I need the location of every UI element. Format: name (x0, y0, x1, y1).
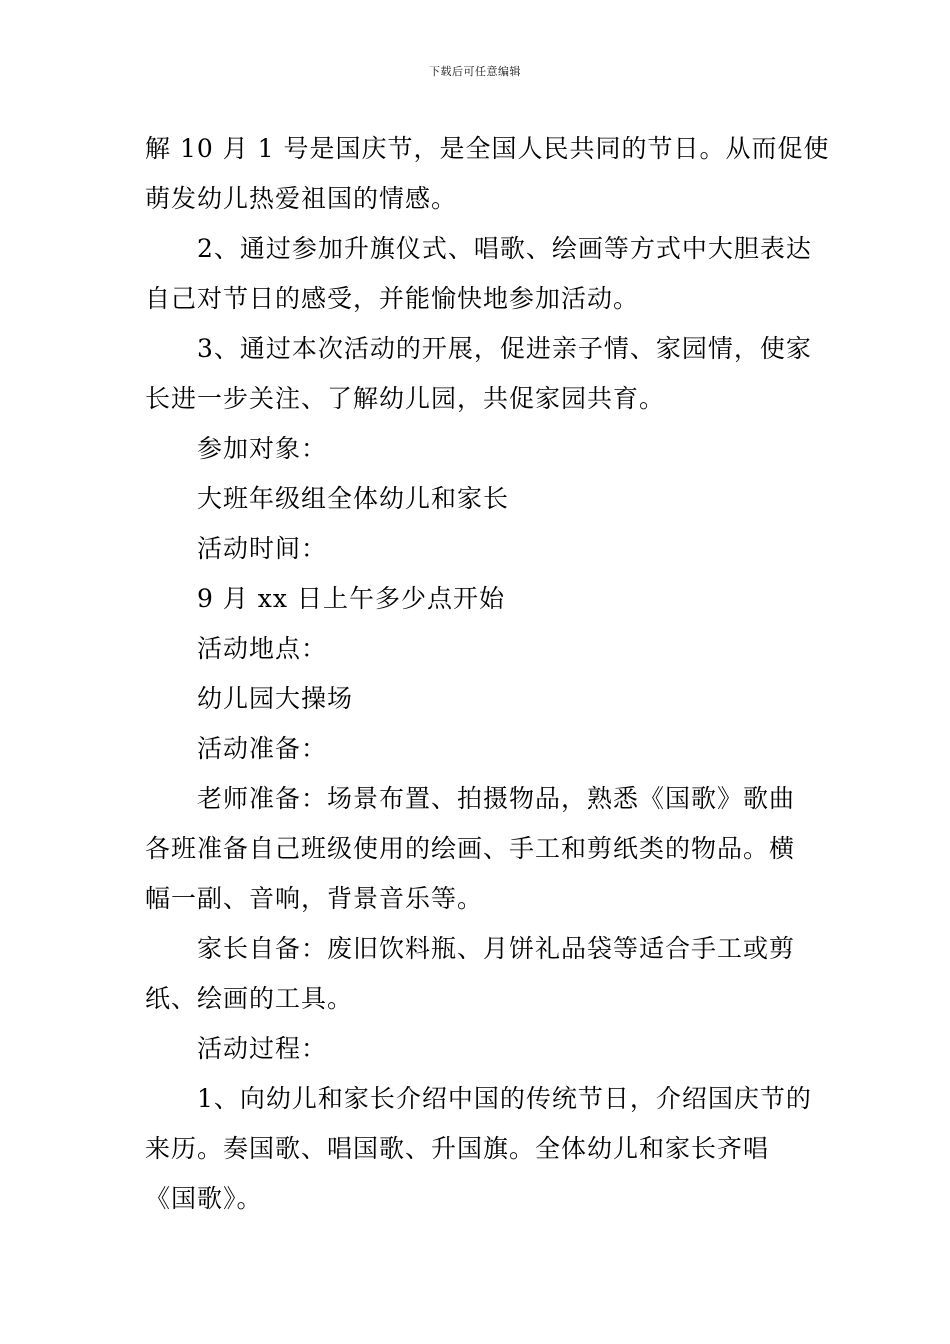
section-heading-location: 活动地点： (197, 634, 328, 663)
text-line: 家长自备：废旧饮料瓶、月饼礼品袋等适合手工或剪 (197, 934, 796, 963)
text-line: 3、通过本次活动的开展，促进亲子情、家园情，使家 (197, 334, 812, 363)
text-line: 1、向幼儿和家长介绍中国的传统节日，介绍国庆节的 (197, 1084, 812, 1113)
document-body (145, 124, 830, 1224)
text-line: 幼儿园大操场 (197, 684, 354, 713)
text-line: 萌发幼儿热爱祖国的情感。 (145, 184, 458, 213)
text-line: 《国歌》。 (145, 1184, 263, 1213)
text-line: 来历。奏国歌、唱国歌、升国旗。全体幼儿和家长齐唱 (145, 1134, 770, 1163)
text-line: 解 10 月 1 号是国庆节，是全国人民共同的节日。从而促使 (145, 134, 830, 163)
section-heading-process: 活动过程： (197, 1034, 328, 1063)
section-heading-time: 活动时间： (197, 534, 328, 563)
text-line: 幅一副、音响，背景音乐等。 (145, 884, 484, 913)
text-line: 9 月 xx 日上午多少点开始 (197, 584, 505, 613)
section-heading-preparation: 活动准备： (197, 734, 328, 763)
section-heading-participants: 参加对象： (197, 434, 328, 463)
text-line: 老师准备：场景布置、拍摄物品，熟悉《国歌》歌曲 (197, 784, 796, 813)
text-line: 纸、绘画的工具。 (145, 984, 354, 1013)
text-line: 2、通过参加升旗仪式、唱歌、绘画等方式中大胆表达 (197, 234, 812, 263)
text-line: 自己对节日的感受，并能愉快地参加活动。 (145, 284, 640, 313)
page-header-note: 下载后可任意编辑 (429, 65, 521, 78)
text-line: 各班准备自己班级使用的绘画、手工和剪纸类的物品。横 (145, 834, 796, 863)
text-line: 长进一步关注、了解幼儿园，共促家园共育。 (145, 384, 666, 413)
text-line: 大班年级组全体幼儿和家长 (197, 484, 510, 513)
